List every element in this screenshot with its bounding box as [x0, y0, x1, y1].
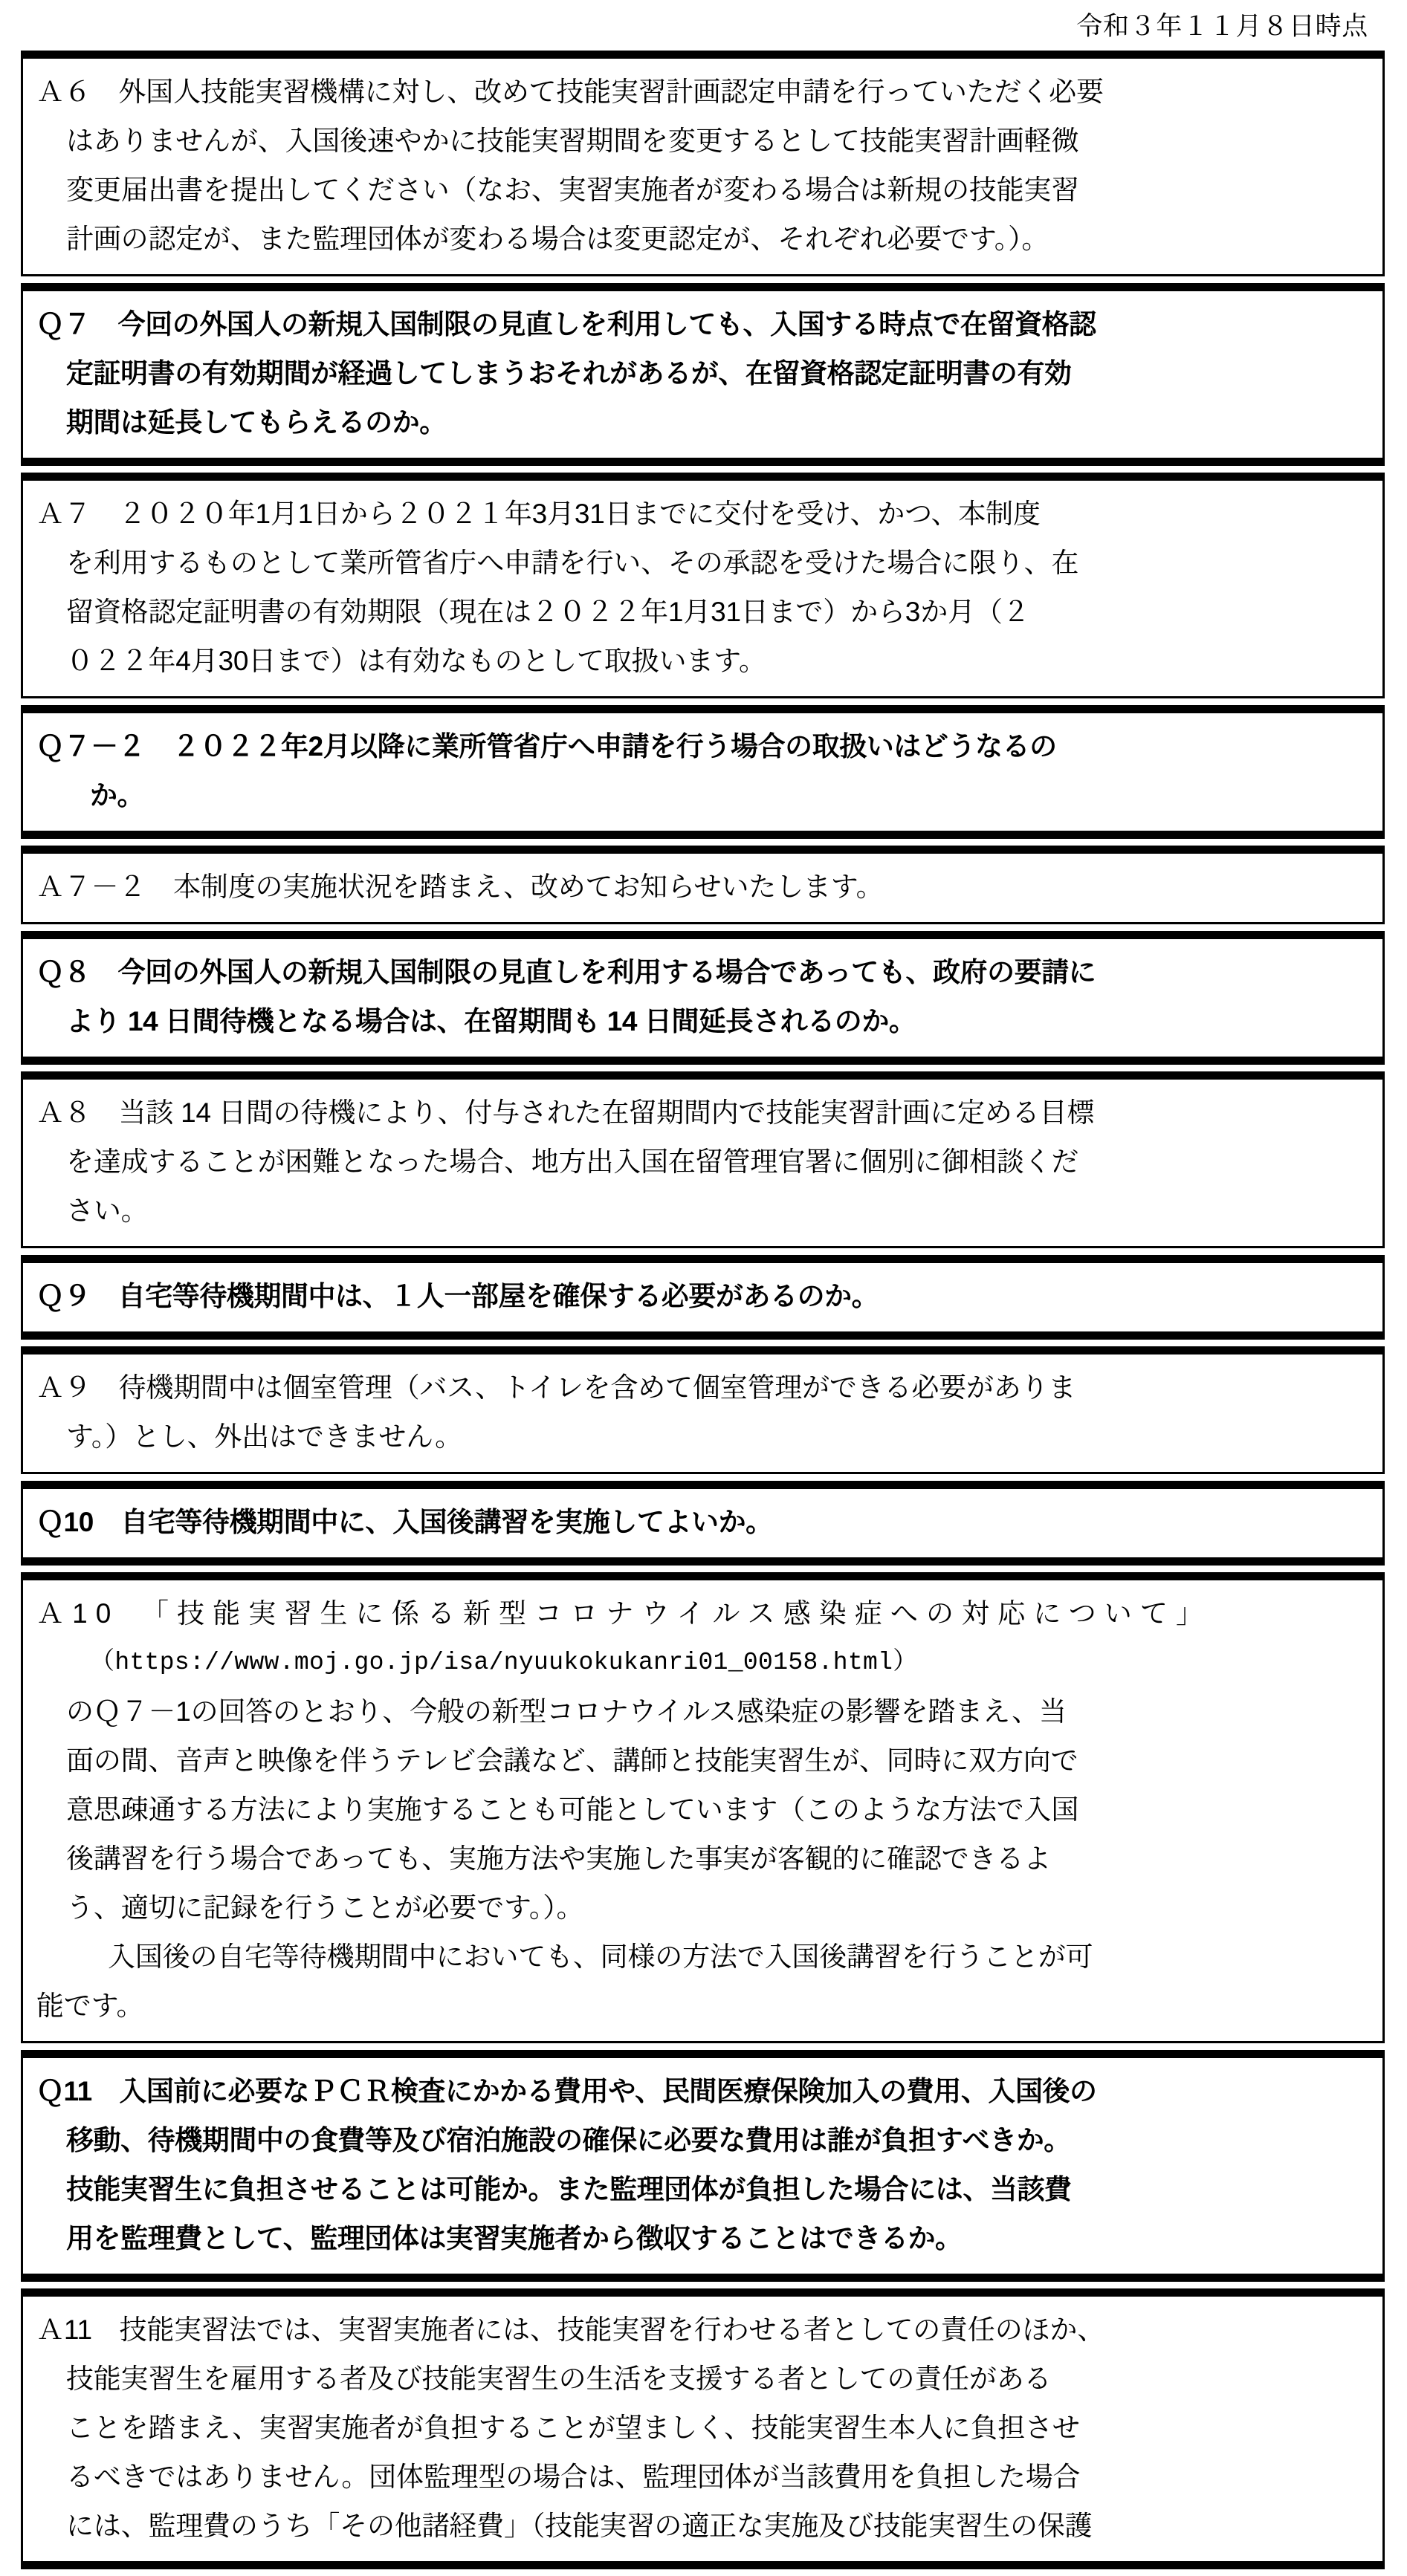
question-q7-line-1: Ｑ７ 今回の外国人の新規入国制限の見直しを利用しても、入国する時点で在留資格認	[36, 308, 1096, 340]
question-block-q8	[21, 931, 1385, 1065]
question-q10-line-1: Ｑ10 自宅等待機期間中に、入国後講習を実施してよいか。	[36, 1506, 773, 1537]
answer-a10-line-3: のＱ７－1の回答のとおり、今般の新型コロナウイルス感染症の影響を踏まえ、当	[66, 1696, 1067, 1727]
answer-a7-line-3: 留資格認定証明書の有効期限（現在は２０２２年1月31日まで）から3か月（２	[66, 596, 1030, 627]
answer-block-a7	[21, 473, 1385, 698]
question-q8-line-1: Ｑ８ 今回の外国人の新規入国制限の見直しを利用する場合であっても、政府の要請に	[36, 956, 1096, 987]
document-date-header: 令和３年１１月８日時点	[1076, 12, 1368, 41]
answer-a10-line-9: 能です。	[36, 1990, 144, 2021]
question-block-q7	[21, 283, 1385, 466]
answer-a8-line-3: さい。	[66, 1195, 149, 1226]
answer-a11-line-2: 技能実習生を雇用する者及び技能実習生の生活を支援する者としての責任がある	[66, 2363, 1052, 2394]
answer-a10-url-line[interactable]: （https://www.moj.go.jp/isa/nyuukokukanri01_00158.html）	[90, 1648, 918, 1676]
question-q7-line-2: 定証明書の有効期間が経過してしまうおそれがあるが、在留資格認定証明書の有効	[66, 357, 1072, 389]
answer-a6-line-3: 変更届出書を提出してください（なお、実習実施者が変わる場合は新規の技能実習	[66, 174, 1079, 205]
question-block-q7-2	[21, 705, 1385, 839]
question-block-q11	[21, 2050, 1385, 2282]
question-block-q10	[21, 1481, 1385, 1566]
answer-block-a11	[21, 2288, 1385, 2569]
answer-a7-line-4: ０２２年4月30日まで）は有効なものとして取扱います。	[66, 645, 766, 676]
answer-a6-line-2: はありませんが、入国後速やかに技能実習期間を変更するとして技能実習計画軽微	[66, 125, 1079, 156]
answer-a11-line-5: には、監理費のうち「その他諸経費」（技能実習の適正な実施及び技能実習生の保護	[66, 2510, 1093, 2541]
answer-a8-line-2: を達成することが困難となった場合、地方出入国在留管理官署に個別に御相談くだ	[66, 1146, 1079, 1177]
question-q11-line-1: Ｑ11 入国前に必要なＰＣＲ検査にかかる費用や、民間医療保険加入の費用、入国後の	[36, 2075, 1097, 2106]
answer-a11-line-4: るべきではありません。団体監理型の場合は、監理団体が当該費用を負担した場合	[66, 2461, 1081, 2492]
question-q11-line-3: 技能実習生に負担させることは可能か。また監理団体が負担した場合には、当該費	[66, 2173, 1072, 2204]
answer-a10-line-4: 面の間、音声と映像を伴うテレビ会議など、講師と技能実習生が、同時に双方向で	[66, 1745, 1078, 1776]
question-q11-line-2: 移動、待機期間中の食費等及び宿泊施設の確保に必要な費用は誰が負担すべきか。	[66, 2124, 1071, 2155]
answer-block-a6	[21, 51, 1385, 276]
answer-a10-line-6: 後講習を行う場合であっても、実施方法や実施した事実が客観的に確認できるよ	[66, 1843, 1051, 1874]
question-q7-line-3: 期間は延長してもらえるのか。	[66, 406, 447, 438]
answer-a10-line-5: 意思疎通する方法により実施することも可能としています（このような方法で入国	[66, 1794, 1079, 1825]
answer-a6-line-4: 計画の認定が、また監理団体が変わる場合は変更認定が、それぞれ必要です。）。	[66, 223, 1049, 254]
answer-a9-line-2: す。）とし、外出はできません。	[66, 1421, 462, 1452]
question-q9-line-1: Ｑ９ 自宅等待機期間中は、１人一部屋を確保する必要があるのか。	[36, 1280, 879, 1311]
question-q7-2-line-2: か。	[90, 779, 145, 811]
question-q7-2-line-1: Ｑ７－２ ２０２２年2月以降に業所管省庁へ申請を行う場合の取扱いはどうなるの	[36, 730, 1057, 762]
answer-a10-line-1: Ａ10 「技能実習生に係る新型コロナウイルス感染症への対応について」	[36, 1597, 1212, 1629]
answer-a7-2-line-1: Ａ７－２ 本制度の実施状況を踏まえ、改めてお知らせいたします。	[36, 871, 884, 902]
answer-a11-line-1: Ａ11 技能実習法では、実習実施者には、技能実習を行わせる者としての責任のほか、	[36, 2314, 1105, 2345]
answer-block-a7-2	[21, 846, 1385, 924]
answer-a6-line-1: Ａ６ 外国人技能実習機構に対し、改めて技能実習計画認定申請を行っていただく必要	[36, 76, 1104, 107]
answer-a7-line-2: を利用するものとして業所管省庁へ申請を行い、その承認を受けた場合に限り、在	[66, 547, 1079, 578]
question-q8-line-2: より 14 日間待機となる場合は、在留期間も 14 日間延長されるのか。	[66, 1005, 916, 1036]
answer-a10-line-7: う、適切に記録を行うことが必要です。）。	[66, 1892, 584, 1923]
answer-block-a8	[21, 1071, 1385, 1248]
question-q11-line-4: 用を監理費として、監理団体は実習実施者から徴収することはできるか。	[66, 2222, 963, 2254]
answer-a10-line-8: 入国後の自宅等待機期間中においても、同様の方法で入国後講習を行うことが可	[108, 1941, 1093, 1972]
answer-block-a9	[21, 1346, 1385, 1474]
answer-block-a10	[21, 1572, 1385, 2043]
answer-a9-line-1: Ａ９ 待機期間中は個室管理（バス、トイレを含めて個室管理ができる必要がありま	[36, 1372, 1076, 1403]
answer-a7-line-1: Ａ７ ２０２０年1月1日から２０２１年3月31日までに交付を受け、かつ、本制度	[36, 498, 1041, 529]
question-block-q9	[21, 1255, 1385, 1340]
answer-a8-line-1: Ａ８ 当該 14 日間の待機により、付与された在留期間内で技能実習計画に定める目標	[36, 1097, 1095, 1128]
answer-a11-line-3: ことを踏まえ、実習実施者が負担することが望ましく、技能実習生本人に負担させ	[66, 2412, 1080, 2443]
